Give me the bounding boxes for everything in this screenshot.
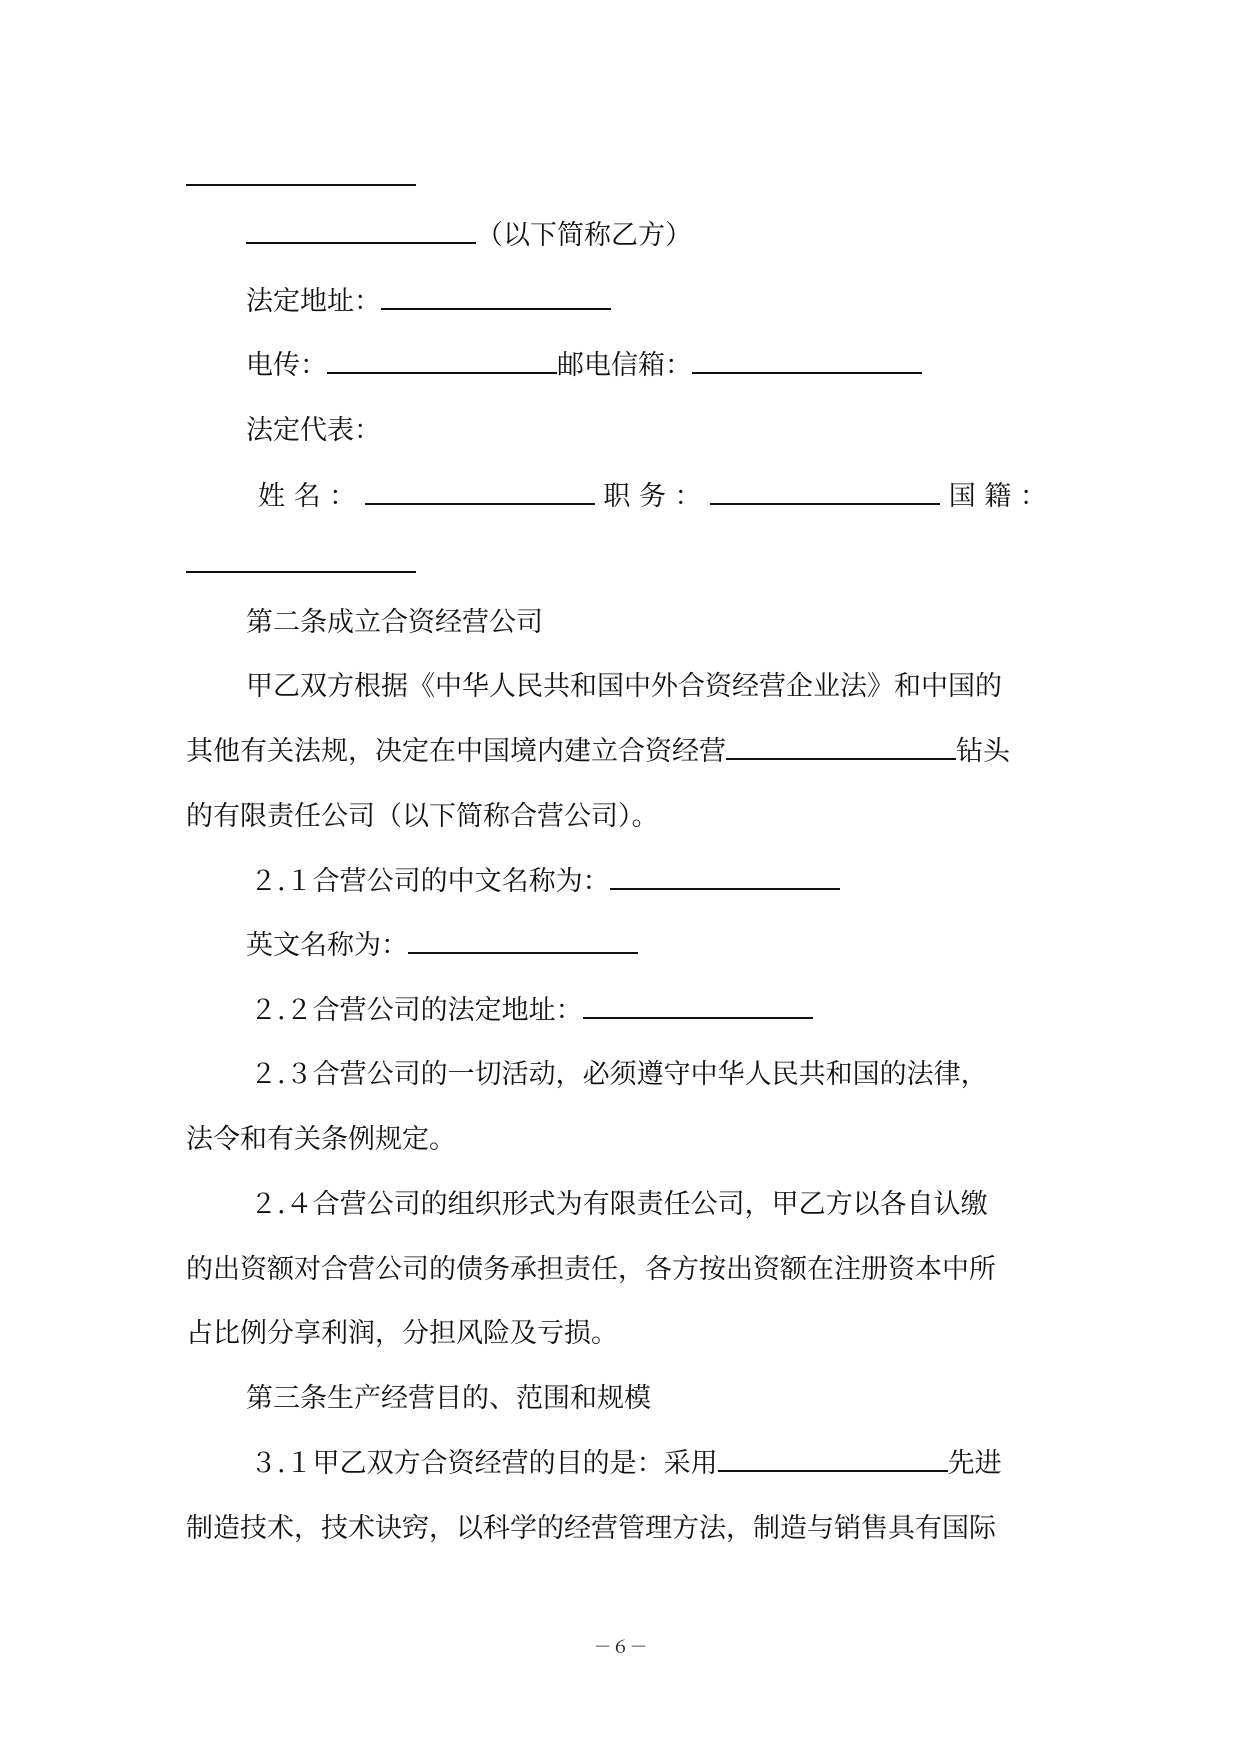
line-blank-nationality (186, 545, 416, 585)
blank-field (186, 545, 416, 573)
line-blank-top (186, 158, 416, 198)
blank-field (327, 346, 557, 374)
section-3-1-tail: 先进 (947, 1448, 1002, 1479)
section-2-3-line1: ２.３合营公司的一切活动，必须遵守中华人民共和国的法律， (250, 1059, 988, 1090)
section-2-1-text: ２.１合营公司的中文名称为： (250, 866, 610, 897)
nationality-label: 国 籍 ： (948, 481, 1047, 512)
blank-field (726, 732, 956, 760)
blank-field (246, 216, 476, 244)
section-3-1-text: ３.１甲乙双方合资经营的目的是：采用 (250, 1448, 718, 1479)
art2-p1-line3: 的有限责任公司（以下简称合营公司）。 (186, 801, 659, 832)
english-name-label: 英文名称为： (246, 930, 408, 961)
section-3-1-line2: 制造技术，技术诀窍，以科学的经营管理方法，制造与销售具有国际 (186, 1513, 996, 1544)
art2-p1-line2 (186, 732, 1010, 772)
blank-field (610, 862, 840, 890)
section-2-4-line3: 占比例分享利润，分担风险及亏损。 (186, 1318, 618, 1349)
art2-p1-line2-tail: 钻头 (956, 736, 1010, 767)
blank-field (186, 158, 416, 186)
blank-field (718, 1444, 948, 1472)
legal-rep-line (246, 411, 381, 451)
legal-rep-label: 法定代表： (246, 415, 381, 446)
section-2-4-line1: ２.４合营公司的组织形式为有限责任公司，甲乙方以各自认缴 (250, 1189, 988, 1220)
legal-address-label: 法定地址： (246, 286, 381, 317)
blank-field (710, 477, 940, 505)
section-2-2-text: ２.２合营公司的法定地址： (250, 995, 583, 1026)
position-label: 职 务 ： (603, 481, 702, 512)
section-2-3-line2: 法令和有关条例规定。 (186, 1124, 456, 1155)
fax-label: 电传： (246, 350, 327, 381)
name-label: 姓 名 ： (258, 481, 357, 512)
rep-details-line (258, 477, 1047, 517)
section-3-1-line1 (250, 1444, 1002, 1484)
blank-field (583, 991, 813, 1019)
fax-postbox-line (246, 346, 922, 386)
article-3-title: 第三条生产经营目的、范围和规模 (246, 1383, 651, 1414)
postbox-label: 邮电信箱： (557, 350, 692, 381)
section-2-1-english (246, 926, 638, 966)
party-b-line (246, 216, 692, 256)
art2-p1-line2-text: 其他有关法规，决定在中国境内建立合资经营 (186, 736, 726, 767)
section-2-2 (250, 991, 813, 1031)
article-2-title: 第二条成立合资经营公司 (246, 607, 543, 638)
blank-field (381, 282, 611, 310)
page-number: －６－ (593, 1637, 648, 1658)
party-b-suffix: （以下简称乙方） (476, 220, 692, 251)
blank-field (408, 926, 638, 954)
section-2-4-line2: 的出资额对合营公司的债务承担责任，各方按出资额在注册资本中所 (186, 1254, 996, 1285)
art2-p1-line1: 甲乙双方根据《中华人民共和国中外合资经营企业法》和中国的 (246, 671, 1002, 702)
legal-address-line (246, 282, 611, 322)
blank-field (365, 477, 595, 505)
blank-field (692, 346, 922, 374)
section-2-1 (250, 862, 840, 902)
